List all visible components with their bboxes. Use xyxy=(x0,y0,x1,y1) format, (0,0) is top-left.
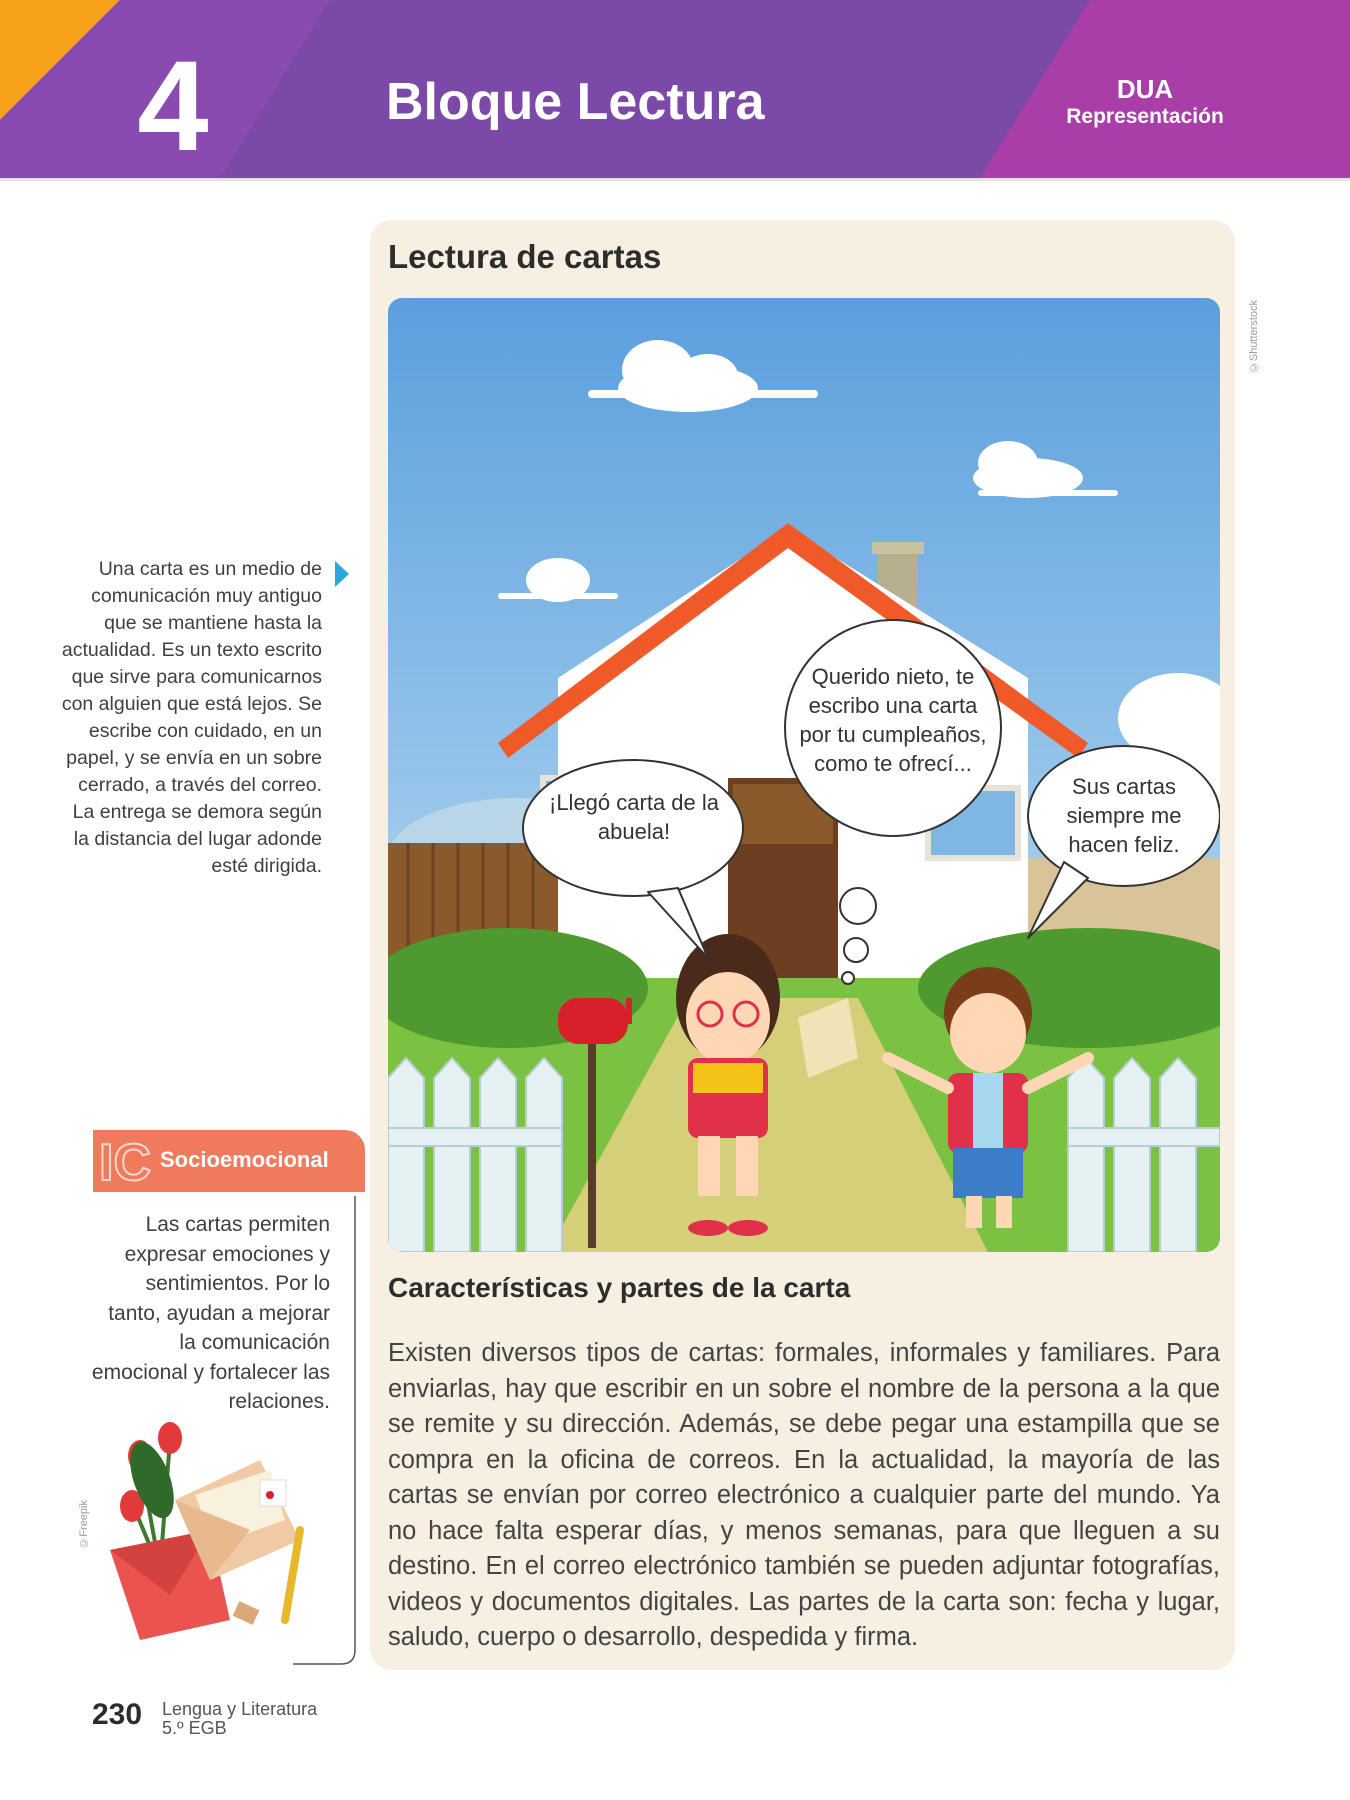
grade-level: 5.º EGB xyxy=(162,1718,227,1738)
socioemotional-text: Las cartas permiten expresar emociones y sentimientos. Por lo tanto, ayudan a mejorar la comunicación emocional y fortalecer las relaciones. xyxy=(91,1213,330,1413)
dua-badge-main: DUA xyxy=(1116,74,1174,104)
envelope-flowers-icon xyxy=(100,1420,330,1660)
sidebar-intro: Una carta es un medio de comunicación muy antiguo que se mantiene hasta la actualidad. Es un texto escrito que sirve para comunicarnos con alguien que está lejos. Se escribe con cuidado, en un papel, y se envía en un sobre cerrado, a través del correo. La entrega se demora según la distancia del lugar adonde esté dirigida. xyxy=(61,558,322,877)
page-number: 230 xyxy=(92,1698,143,1731)
dua-badge xyxy=(1040,74,1250,130)
section-subtitle: Características y partes de la carta xyxy=(388,1272,851,1303)
page-title: Bloque Lectura xyxy=(386,73,765,131)
speech-bubble-boy: Sus cartas siempre me hacen feliz. xyxy=(1066,774,1182,857)
chapter-number: 4 xyxy=(137,35,209,178)
svg-text:IC: IC xyxy=(99,1134,151,1192)
freepik-credit: ©Freepik xyxy=(78,1500,90,1549)
section-title: Lectura de cartas xyxy=(388,238,662,275)
body-paragraph: Existen diversos tipos de cartas: formales, informales y familiares. Para enviarlas, hay que escribir en un sobre el nombre de la persona a la que se remite y su dirección. Además, se debe pegar una estampilla que se compra en la oficina de correos. En la actualidad, la mayoría de las cartas se envían por correo electrónico a cualquier parte del mundo. Ya no hace falta esperar días, y menos semanas, para que lleguen a su destino. En el correo electrónico también se pueden adjuntar fotografías, videos y documentos digitales. Las partes de la carta son: fecha y lugar, saludo, cuerpo o desarrollo, despedida y firma. xyxy=(388,1339,1220,1651)
socioemotional-label: Socioemocional xyxy=(160,1147,329,1172)
pointer-arrow-icon xyxy=(335,561,349,587)
thought-bubble-letter: Querido nieto, te escribo una carta por tu cumpleaños, como te ofrecí... xyxy=(799,664,987,776)
subject-name: Lengua y Literatura xyxy=(162,1699,318,1719)
image-credit: ©Shutterstock xyxy=(1248,300,1260,374)
header-divider xyxy=(0,178,1350,181)
footer-subject xyxy=(162,1700,317,1738)
letter-illustration xyxy=(388,298,1220,1252)
dua-badge-sub: Representación xyxy=(1066,105,1224,128)
speech-bubble-girl: ¡Llegó carta de la abuela! xyxy=(549,790,719,844)
ic-logo-icon xyxy=(93,1130,163,1192)
